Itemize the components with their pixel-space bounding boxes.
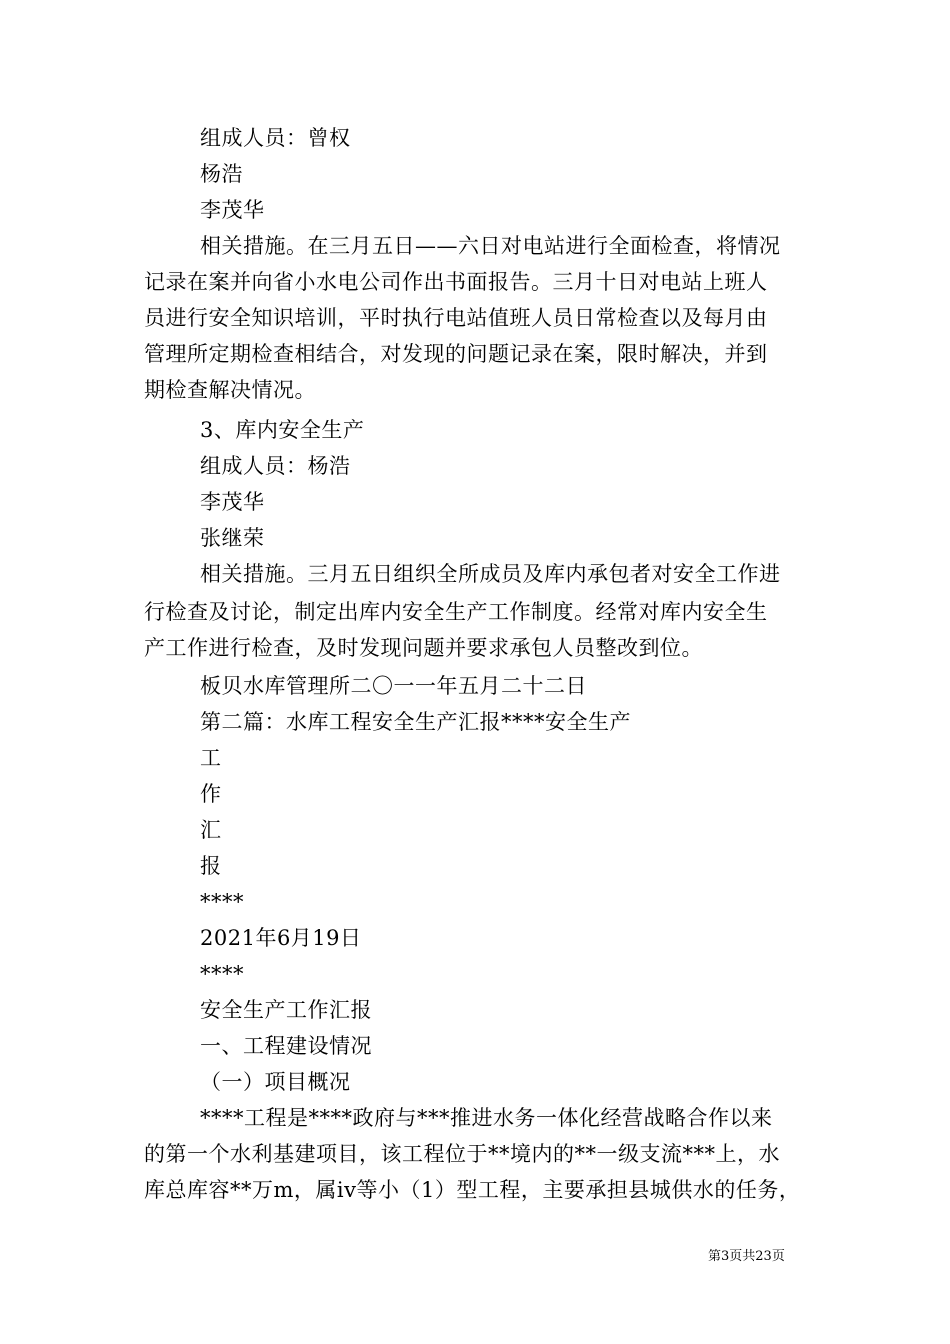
section-heading: 一、工程建设情况 [200, 1034, 372, 1058]
text-line: 作 [200, 782, 222, 806]
text-line: 库总库容**万m，属iv等小（1）型工程，主要承担县城供水的任务， [144, 1178, 801, 1202]
chapter-title: 第二篇：水库工程安全生产汇报****安全生产 [200, 710, 631, 734]
text-line: 汇 [200, 818, 222, 842]
text-line: 李茂华 [200, 198, 265, 222]
text-line: 相关措施。三月五日组织全所成员及库内承包者对安全工作进 [200, 562, 781, 586]
text-line: **** [200, 962, 244, 986]
text-line: 相关措施。在三月五日——六日对电站进行全面检查，将情况 [200, 234, 781, 258]
report-title: 安全生产工作汇报 [200, 998, 372, 1022]
text-line: 组成人员：杨浩 [200, 454, 351, 478]
text-line: 期检查解决情况。 [144, 378, 316, 402]
date-line: 2021年6月19日 [200, 926, 362, 950]
text-line: 报 [200, 854, 222, 878]
subsection-heading: （一）项目概况 [200, 1070, 351, 1094]
text-line: ****工程是****政府与***推进水务一体化经营战略合作以来 [200, 1106, 773, 1130]
page-number-footer: 第3页共23页 [708, 1249, 785, 1264]
text-line: 记录在案并向省小水电公司作出书面报告。三月十日对电站上班人 [144, 270, 768, 294]
text-line: 张继荣 [200, 526, 265, 550]
text-line: 李茂华 [200, 490, 265, 514]
text-line: 杨浩 [200, 162, 243, 186]
text-line: **** [200, 890, 244, 914]
text-line: 的第一个水利基建项目，该工程位于**境内的**一级支流***上，水 [144, 1142, 780, 1166]
text-line: 管理所定期检查相结合，对发现的问题记录在案，限时解决，并到 [144, 342, 768, 366]
text-line: 员进行安全知识培训，平时执行电站值班人员日常检查以及每月由 [144, 306, 768, 330]
text-line: 产工作进行检查，及时发现问题并要求承包人员整改到位。 [144, 636, 703, 660]
text-line: 工 [200, 746, 222, 770]
text-line: 组成人员：曾权 [200, 126, 351, 150]
section-heading: 3、库内安全生产 [200, 418, 365, 442]
text-line: 行检查及讨论，制定出库内安全生产工作制度。经常对库内安全生 [144, 600, 768, 624]
signature-date-line: 板贝水库管理所二〇一一年五月二十二日 [200, 674, 587, 698]
